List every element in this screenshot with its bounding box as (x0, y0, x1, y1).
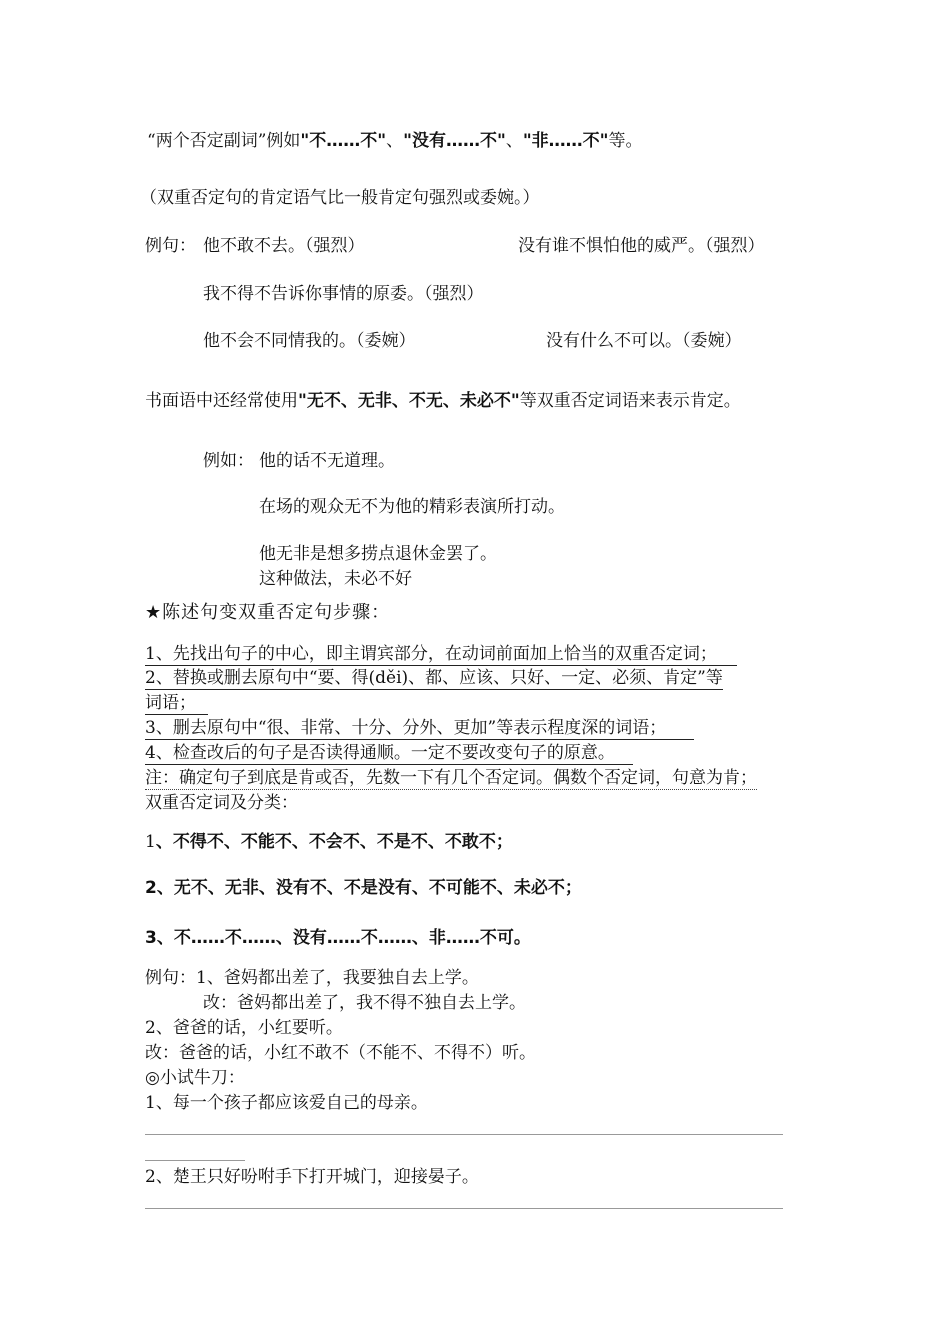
steps-heading (145, 602, 390, 624)
step-4 (145, 742, 633, 765)
practice-line-7: 2、楚王只好吩咐手下打开城门，迎接晏子。 (145, 1167, 479, 1187)
category-1 (145, 831, 513, 853)
practice-line-2: 改：爸妈都出差了，我不得不独自去上学。 (203, 993, 526, 1013)
written-bold: "无不、无非、不无、未必不" (298, 391, 520, 411)
example-label: 例句： (145, 236, 196, 256)
written-text: 书面语中还经常使用 (145, 391, 298, 411)
step-3 (145, 717, 694, 740)
example-1: 他不敢不去。（强烈） (203, 236, 365, 256)
steps-title: 陈述句变双重否定句步骤： (162, 602, 391, 623)
step-2 (145, 667, 723, 690)
intro-text: “两个否定副词”例如 (147, 131, 301, 151)
step-2-text: 2、替换或删去原句中“要、得(děi)、都、应该、只好、一定、必须、肯定”等 (145, 668, 723, 688)
written-example-label: 例如： (203, 451, 254, 471)
practice-line-4: 改：爸爸的话，小红不敢不（不能不、不得不）听。 (145, 1043, 536, 1063)
answer-line-1-short (145, 1160, 245, 1161)
step-1-text: 1、先找出句子的中心，即主谓宾部分，在动词前面加上恰当的双重否定词； (145, 643, 737, 666)
star-icon: ★ (145, 602, 163, 623)
practice-line-3: 2、爸爸的话，小红要听。 (145, 1018, 343, 1038)
written-example-1: 他的话不无道理。 (259, 451, 395, 471)
written-example-3: 他无非是想多捞点退休金罢了。 (259, 544, 497, 564)
tone-note: （双重否定句的肯定语气比一般肯定句强烈或委婉。） (140, 188, 540, 208)
intro-sep-2: 、 (505, 131, 523, 151)
intro-bold-3: "非……不" (522, 131, 609, 151)
example-2: 没有谁不惧怕他的威严。（强烈） (518, 236, 765, 256)
category-1-num: 1 (145, 832, 156, 852)
written-example-2: 在场的观众无不为他的精彩表演所打动。 (259, 497, 565, 517)
step-1 (145, 643, 737, 666)
category-1-text: 、不得不、不能不、不会不、不是不、不敢不； (155, 832, 513, 852)
step-3-text: 3、删去原句中“很、非常、十分、分外、更加”等表示程度深的词语； (145, 717, 694, 740)
step-2-cont (145, 692, 208, 715)
answer-line-1 (145, 1134, 783, 1135)
example-5: 没有什么不可以。（委婉） (546, 331, 742, 351)
practice-line-6: 1、每一个孩子都应该爱自己的母亲。 (145, 1093, 428, 1113)
step-note (145, 767, 757, 790)
intro-bold-2: "没有……不" (403, 131, 506, 151)
intro-end: 等。 (608, 131, 643, 151)
step-note-text: 注：确定句子到底是肯或否，先数一下有几个否定词。偶数个否定词，句意为肯； (145, 768, 757, 788)
categories-title: 双重否定词及分类： (145, 793, 298, 813)
written-example-4: 这种做法，未必不好 (259, 569, 412, 589)
step-2-cont-text: 词语； (145, 692, 208, 715)
written-line (145, 390, 741, 412)
practice-line-5: ◎小试牛刀： (145, 1068, 245, 1088)
intro-sep-1: 、 (386, 131, 404, 151)
intro-bold-1: "不……不" (300, 131, 387, 151)
answer-line-2 (145, 1208, 783, 1209)
written-end: 等双重否定词语来表示肯定。 (519, 391, 741, 411)
category-3: 3、不……不……、没有……不……、非……不可。 (145, 928, 531, 948)
intro-line (147, 130, 643, 152)
example-4: 他不会不同情我的。（委婉） (203, 331, 416, 351)
step-4-text: 4、检查改后的句子是否读得通顺。一定不要改变句子的原意。 (145, 742, 633, 765)
category-2: 2、无不、无非、没有不、不是没有、不可能不、未必不； (145, 878, 582, 898)
example-3: 我不得不告诉你事情的原委。（强烈） (203, 284, 484, 304)
practice-line-1: 例句：1、爸妈都出差了，我要独自去上学。 (145, 968, 479, 988)
